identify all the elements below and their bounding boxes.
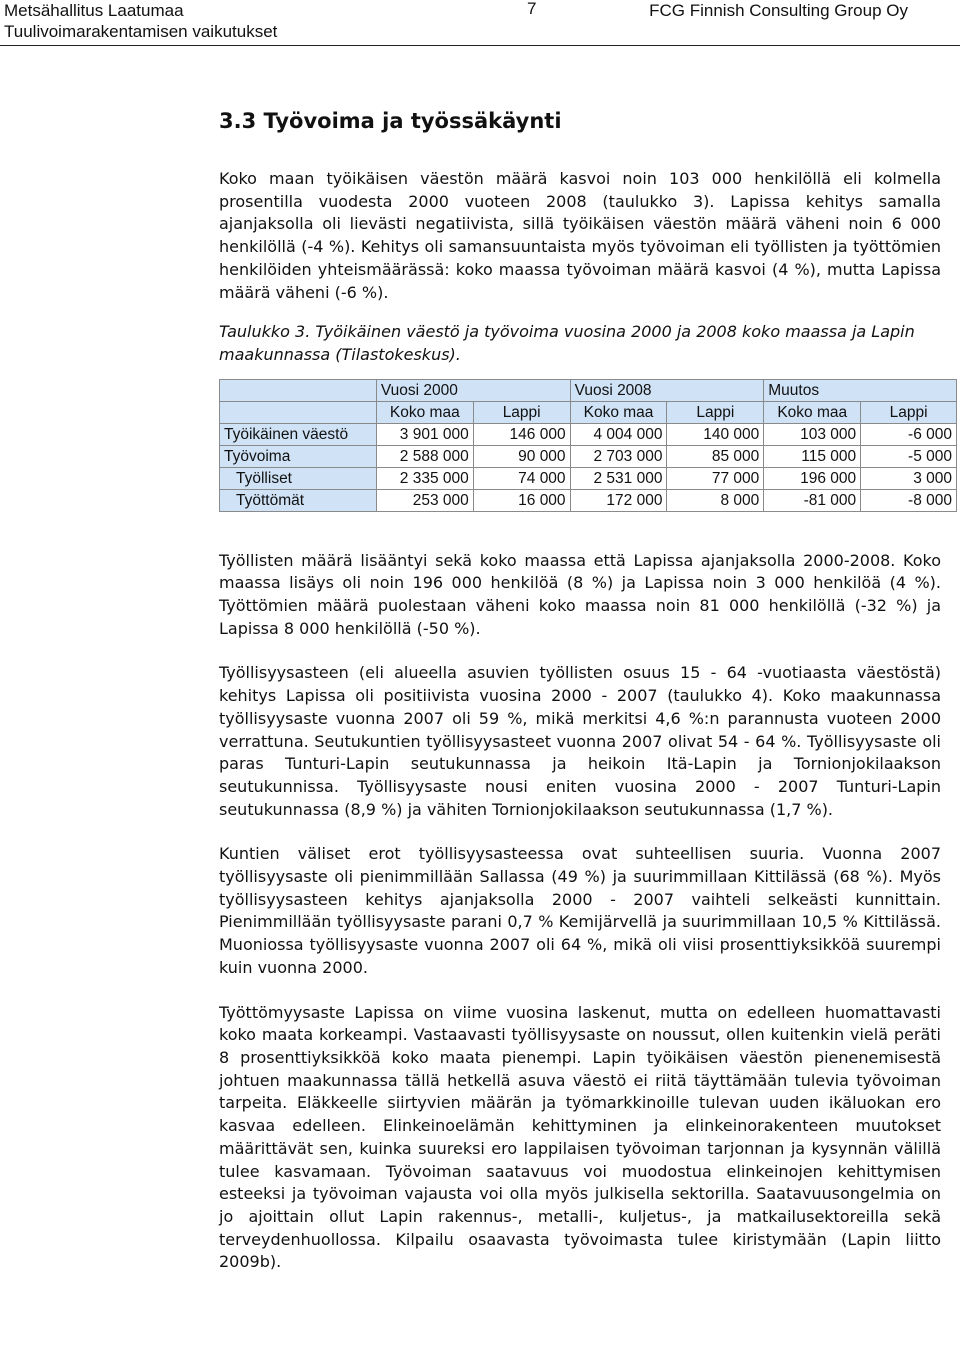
header-divider: [0, 45, 960, 46]
table-caption: Taulukko 3. Työikäinen väestö ja työvoima vuosina 2000 ja 2008 koko maassa ja Lapin maakunnassa (Tilastokeskus).: [219, 322, 915, 364]
table-cell: 3 000: [861, 467, 957, 489]
table-sub-header: Koko maa: [376, 401, 473, 423]
body-paragraph: Kuntien väliset erot työllisyysasteessa ovat suhteellisen suuria. Vuonna 2007 työllisyysaste oli pienimmillään Sallassa (49 %) ja suurimmillaan Kittilässä (68 %). Myös työllisyysasteen kehitys ajanjaksolla 2000 - 2007 vaihteli selkeästi kunnittain. Pienimmillään työllisyysaste parani 0,7 % Kemijärvellä ja suurimmillaan 10,5 % Kittilässä. Muoniossa työllisyysaste vuonna 2007 oli 64 %, mikä oli viisi prosenttiyksikköä suurempi kuin vuonna 2000.: [219, 844, 941, 977]
table-cell: 196 000: [764, 467, 861, 489]
table-row: [220, 467, 957, 489]
table-cell: 2 588 000: [376, 445, 473, 467]
table-row: [220, 445, 957, 467]
table-cell: 8 000: [667, 489, 764, 511]
table-row: [220, 423, 957, 445]
table-sub-header-row: [220, 401, 957, 423]
table-cell: 77 000: [667, 467, 764, 489]
table-row: [220, 489, 957, 511]
table-cell: 74 000: [473, 467, 570, 489]
table-cell: -8 000: [861, 489, 957, 511]
table-cell: 253 000: [376, 489, 473, 511]
table-cell: 85 000: [667, 445, 764, 467]
row-label: Työikäinen väestö: [220, 423, 377, 445]
table-group-header: Vuosi 2000: [376, 379, 570, 401]
table-sub-header: Koko maa: [570, 401, 667, 423]
row-label: Työttömät: [220, 489, 377, 511]
table-sub-header: Lappi: [667, 401, 764, 423]
table-cell: -6 000: [861, 423, 957, 445]
header-project: Tuulivoimarakentamisen vaikutukset: [4, 22, 278, 41]
data-table: [219, 379, 957, 512]
body-paragraph: Työllisten määrä lisääntyi sekä koko maassa että Lapissa ajanjaksolla 2000-2008. Koko maassa lisäys oli noin 196 000 henkilöä (8 %) ja Lapissa noin 3 000 henkilöä (4 %). Työttömien määrä puolestaan väheni koko maassa noin 81 000 henkilöllä (-32 %) ja Lapissa 8 000 henkilöllä (-50 %).: [219, 550, 941, 638]
table-cell: -81 000: [764, 489, 861, 511]
row-label: Työvoima: [220, 445, 377, 467]
table-cell: 115 000: [764, 445, 861, 467]
page-body: [219, 106, 952, 1274]
table-cell: -5 000: [861, 445, 957, 467]
table-cell: 16 000: [473, 489, 570, 511]
page-number: 7: [527, 0, 537, 18]
table-cell: 2 531 000: [570, 467, 667, 489]
page-header: [0, 0, 960, 46]
intro-paragraph: Koko maan työikäisen väestön määrä kasvoi noin 103 000 henkilöllä eli kolmella prosentilla vuodesta 2000 vuoteen 2008 (taulukko 3). Lapissa kehitys samalla ajanjaksolla oli lievästi negatiivista, sillä työikäisen väestön määrä väheni noin 6 000 henkilöllä (-4 %). Kehitys oli samansuuntaista myös työvoiman eli työllisten ja työttömien henkilöiden yhteismäärässä: koko maassa työvoiman määrä kasvoi (4 %), mutta Lapissa määrä väheni (-6 %).: [219, 169, 941, 302]
table-sub-header: Lappi: [473, 401, 570, 423]
table-cell: 103 000: [764, 423, 861, 445]
body-paragraph: Työttömyysaste Lapissa on viime vuosina laskenut, mutta on edelleen huomattavasti koko maata korkeampi. Vastaavasti työllisyysaste on noussut, ollen kuitenkin vielä peräti 8 prosenttiyksikköä koko maata pienempi. Lapin työikäisen väestön pienenemisestä johtuen maakunnassa tällä hetkellä asuva väestö ei riitä täyttämään tulevia työvoiman tarpeita. Eläkkeelle siirtyvien määrän ja työmarkkinoille tulevan uuden ikäluokan ero kasvaa edelleen. Elinkeinoelämän kehittyminen ja elinkeinorakenteen muutokset määrittävät sen, kuinka suureksi ero lappilaisen työvoiman tarjonnan ja kysynnän välillä tulee kasvamaan. Työvoiman saatavuus voi muodostua elinkeinojen kehittymisen esteeksi ja työvoiman vajausta voi olla myös julkisella sektorilla. Saatavuusongelmia on jo ajoittain ollut Lapin rakennus-, metalli-, kuljetus-, ja matkailusektoreilla sekä terveydenhuollossa. Kilpailu osaavasta työvoimasta tulee kiristymään (Lapin liitto 2009b).: [219, 1002, 941, 1272]
header-company: FCG Finnish Consulting Group Oy: [649, 1, 908, 20]
table-cell: 4 004 000: [570, 423, 667, 445]
table-sub-header: Koko maa: [764, 401, 861, 423]
table-cell: 2 703 000: [570, 445, 667, 467]
table-corner-cell: [220, 401, 377, 423]
table-cell: 3 901 000: [376, 423, 473, 445]
table-group-header: Vuosi 2008: [570, 379, 764, 401]
table-cell: 2 335 000: [376, 467, 473, 489]
table-cell: 140 000: [667, 423, 764, 445]
header-left: [4, 0, 277, 42]
table-cell: 172 000: [570, 489, 667, 511]
body-paragraph: Työllisyysasteen (eli alueella asuvien työllisten osuus 15 - 64 -vuotiaasta väestöstä) kehitys Lapissa oli positiivista vuosina 2000 - 2007 (taulukko 4). Koko maakunnassa työllisyysaste vuonna 2007 oli 59 %, mikä merkitsi 4,6 %:n parannusta vuoteen 2000 verrattuna. Seutukuntien työllisyysasteet vuonna 2007 olivat 54 - 64 %. Työllisyysaste oli paras Tunturi-Lapin seutukunnassa ja heikoin Itä-Lapin ja Tornionjokilaakson seutukunnissa. Työllisyysaste nousi eniten vuosina 2000 - 2007 Tunturi-Lapin seutukunnassa (8,9 %) ja vähiten Tornionjokilaakson seutukunnassa (1,7 %).: [219, 663, 941, 819]
table-sub-header: Lappi: [861, 401, 957, 423]
table-group-header: Muutos: [764, 379, 957, 401]
table-group-header-row: [220, 379, 957, 401]
section-title: 3.3 Työvoima ja työssäkäynti: [219, 109, 562, 133]
row-label: Työlliset: [220, 467, 377, 489]
table-cell: 146 000: [473, 423, 570, 445]
table-corner-cell: [220, 379, 377, 401]
table-cell: 90 000: [473, 445, 570, 467]
header-org: Metsähallitus Laatumaa: [4, 1, 184, 20]
